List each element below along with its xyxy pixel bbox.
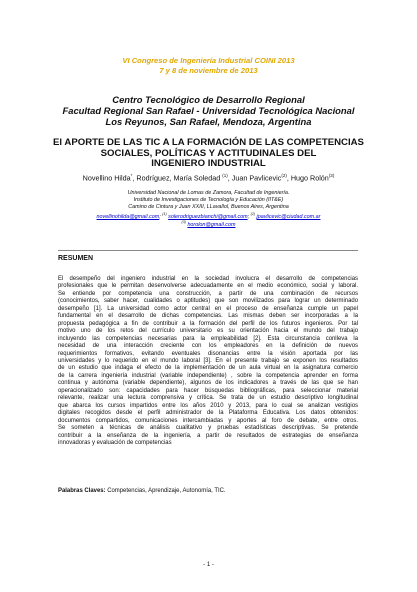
email-mark: (1) bbox=[162, 212, 167, 216]
abstract-line: Se someten a técnicas de análisis cualitativo y pruebas estadísticas descriptivas. Se pretende bbox=[58, 425, 358, 432]
abstract-line: El desempeño del ingeniero industrial en la sociedad involucra el desarrollo de competencias bbox=[58, 276, 358, 282]
affiliation-emails-2 bbox=[0, 219, 417, 229]
affiliation-line-2: Instituto de Investigaciones de Tecnología y Educación (IIT&E) bbox=[133, 197, 284, 203]
abstract-line: necesidad de una interacción creciente con los empleadores en la definición de nuevos bbox=[58, 343, 358, 350]
abstract-line: Se entiende por competencia una construcción, a partir de una combinación de recursos bbox=[58, 290, 358, 297]
email-link[interactable]: horolon@gmail.com bbox=[187, 221, 236, 228]
affiliation-line-1: Universidad Nacional de Lomas de Zamora, Facultad de Ingeniería. bbox=[127, 190, 290, 196]
abstract-line: documentos compartidos, comunicaciones intercambiadas y aportes al foro de debate, entre otros. bbox=[58, 417, 358, 424]
abstract-line: fundamental en el desarrollo de dichas competencias. Las mismas deben ser incorporadas a la bbox=[58, 313, 358, 320]
institution-line-2: Facultad Regional San Rafael - Universidad Tecnológica Nacional bbox=[62, 105, 355, 116]
abstract-line: de la carrera ingeniería industrial (variable independiente) , sobre la competencia aprender en forma bbox=[58, 372, 358, 379]
affiliation-line-3: Camino de Cintura y Juan XXIII, LLavallol, Buenos Aires, Argentina bbox=[128, 204, 289, 210]
affiliation-emails: novellinohilda@gmail.com; $^{(1)}$ solerodriguezbianchi@gmail.com; $^{(2)}$ jpavlicevic@ciudad.com.ar bbox=[96, 212, 321, 220]
abstract-line: (conocimientos, saber hacer, cualidades o aptitudes) que son movilizados para lograr un determinado bbox=[58, 298, 358, 305]
keywords bbox=[58, 488, 358, 496]
author-name: Juan Pavlicevic bbox=[231, 173, 282, 183]
email-link[interactable]: jpavlicevic@ciudad.com.ar bbox=[256, 213, 321, 220]
abstract-line: continua y autónoma (variable dependiente), algunos de los indicadores a través de las que se han bbox=[58, 380, 358, 387]
page-number: - 1 - bbox=[203, 562, 214, 568]
abstract-line: relevante, realizar una lectura comprensiva y crítica. Se trata de un estudio descriptivo longitudinal bbox=[58, 395, 358, 402]
abstract-line: que abarca los cursos impartidos entre los años 2010 y 2013, para lo cual se analizan vestigios bbox=[58, 402, 358, 409]
abstract-line: operacionalizado son: capacidades para hacer búsquedas bibliográficas, para seleccionar material bbox=[58, 387, 358, 394]
institution-line-3: Los Reyunos, San Rafael, Mendoza, Argentina bbox=[105, 116, 312, 127]
keywords-label: Palabras Claves: bbox=[58, 488, 106, 494]
abstract-line: de un estudio que indaga el efecto de la implementación de un aula virtual en la asignatura comercio bbox=[58, 365, 358, 372]
abstract-line: propuesta pedagógica a fin de contribuir a la formación del perfil de los futuros ingenieros. Por tal bbox=[58, 320, 358, 327]
abstract-line: innovadoras y evaluación de competencias bbox=[58, 439, 172, 446]
abstract-line: digitales recogidos desde el perfil administrador de la Plataforma Educativa. Los datos obtenidos: bbox=[58, 410, 358, 417]
abstract-line: profesionales que le permitan desenvolverse adecuadamente en el medio económico, social y laboral. bbox=[58, 283, 358, 290]
abstract-line: incluyendo las competencias necesarias para la empleabilidad [2]. Esta circunstancia conlleva la bbox=[58, 335, 358, 342]
author-mark: * bbox=[130, 173, 133, 178]
author-mark: (2) bbox=[281, 173, 287, 178]
abstract-body bbox=[58, 276, 358, 447]
author-name: Rodríguez, María Soledad bbox=[136, 173, 221, 183]
email-mark: (3) bbox=[181, 220, 186, 224]
conference-name: VI Congreso de Ingeniería Industrial COINI 2013 bbox=[122, 56, 295, 65]
email-link[interactable]: solerodriguezbianchi@gmail.com bbox=[168, 213, 248, 220]
abstract-line: requerimientos formativos, evitando eventuales disonancias entre la visión aportada por las bbox=[58, 350, 358, 357]
conference-dates: 7 y 8 de noviembre de 2013 bbox=[159, 66, 258, 75]
email-mark: (2) bbox=[250, 212, 256, 216]
section-divider bbox=[58, 250, 358, 251]
paper-title-line-2: SOCIALES, POLÍTICAS Y ACTITUDINALES DEL bbox=[100, 147, 317, 159]
author-name: Hugo Rolón bbox=[290, 173, 329, 183]
email-link[interactable]: novellinohilda@gmail.com bbox=[96, 213, 160, 220]
author-mark: (1) bbox=[222, 173, 228, 178]
keywords-text: Competencias, Aprendizaje, Autonomía, TIC. bbox=[107, 488, 226, 494]
institution-line-1: Centro Tecnológico de Desarrollo Regional bbox=[112, 94, 305, 105]
author-mark: (3) bbox=[328, 173, 335, 178]
author-name: Novellino Hilda bbox=[82, 173, 131, 183]
author-list: Novellino Hilda*, Rodríguez, María Soledad $^{(1)}$, Juan Pavlicevic$^{(2)}$, Hugo Rolón$^{(3)}$ bbox=[82, 173, 335, 183]
paper-title-line-3: INGENIERO INDUSTRIAL bbox=[151, 158, 266, 169]
abstract-heading: RESUMEN bbox=[58, 255, 94, 262]
abstract-line: desempeño [1]. La universidad como actor central en el proceso de enseñanza cumple un papel bbox=[58, 305, 358, 312]
abstract-line: motivo uno de los retos del currículo universitario es su orientación hacia el mundo del trabajo bbox=[58, 328, 358, 335]
paper-title-line-1: El APORTE DE LAS TIC A LA FORMACIÓN DE LAS COMPETENCIAS bbox=[53, 137, 364, 148]
abstract-line: contribuir a la enseñanza de la ingeniería, a partir de resultados de estrategias de enseñanza bbox=[58, 432, 358, 439]
abstract-line: universidades y lo requerido en el mundo laboral [3]. En el presente trabajo se exponen los resultados bbox=[58, 357, 358, 364]
